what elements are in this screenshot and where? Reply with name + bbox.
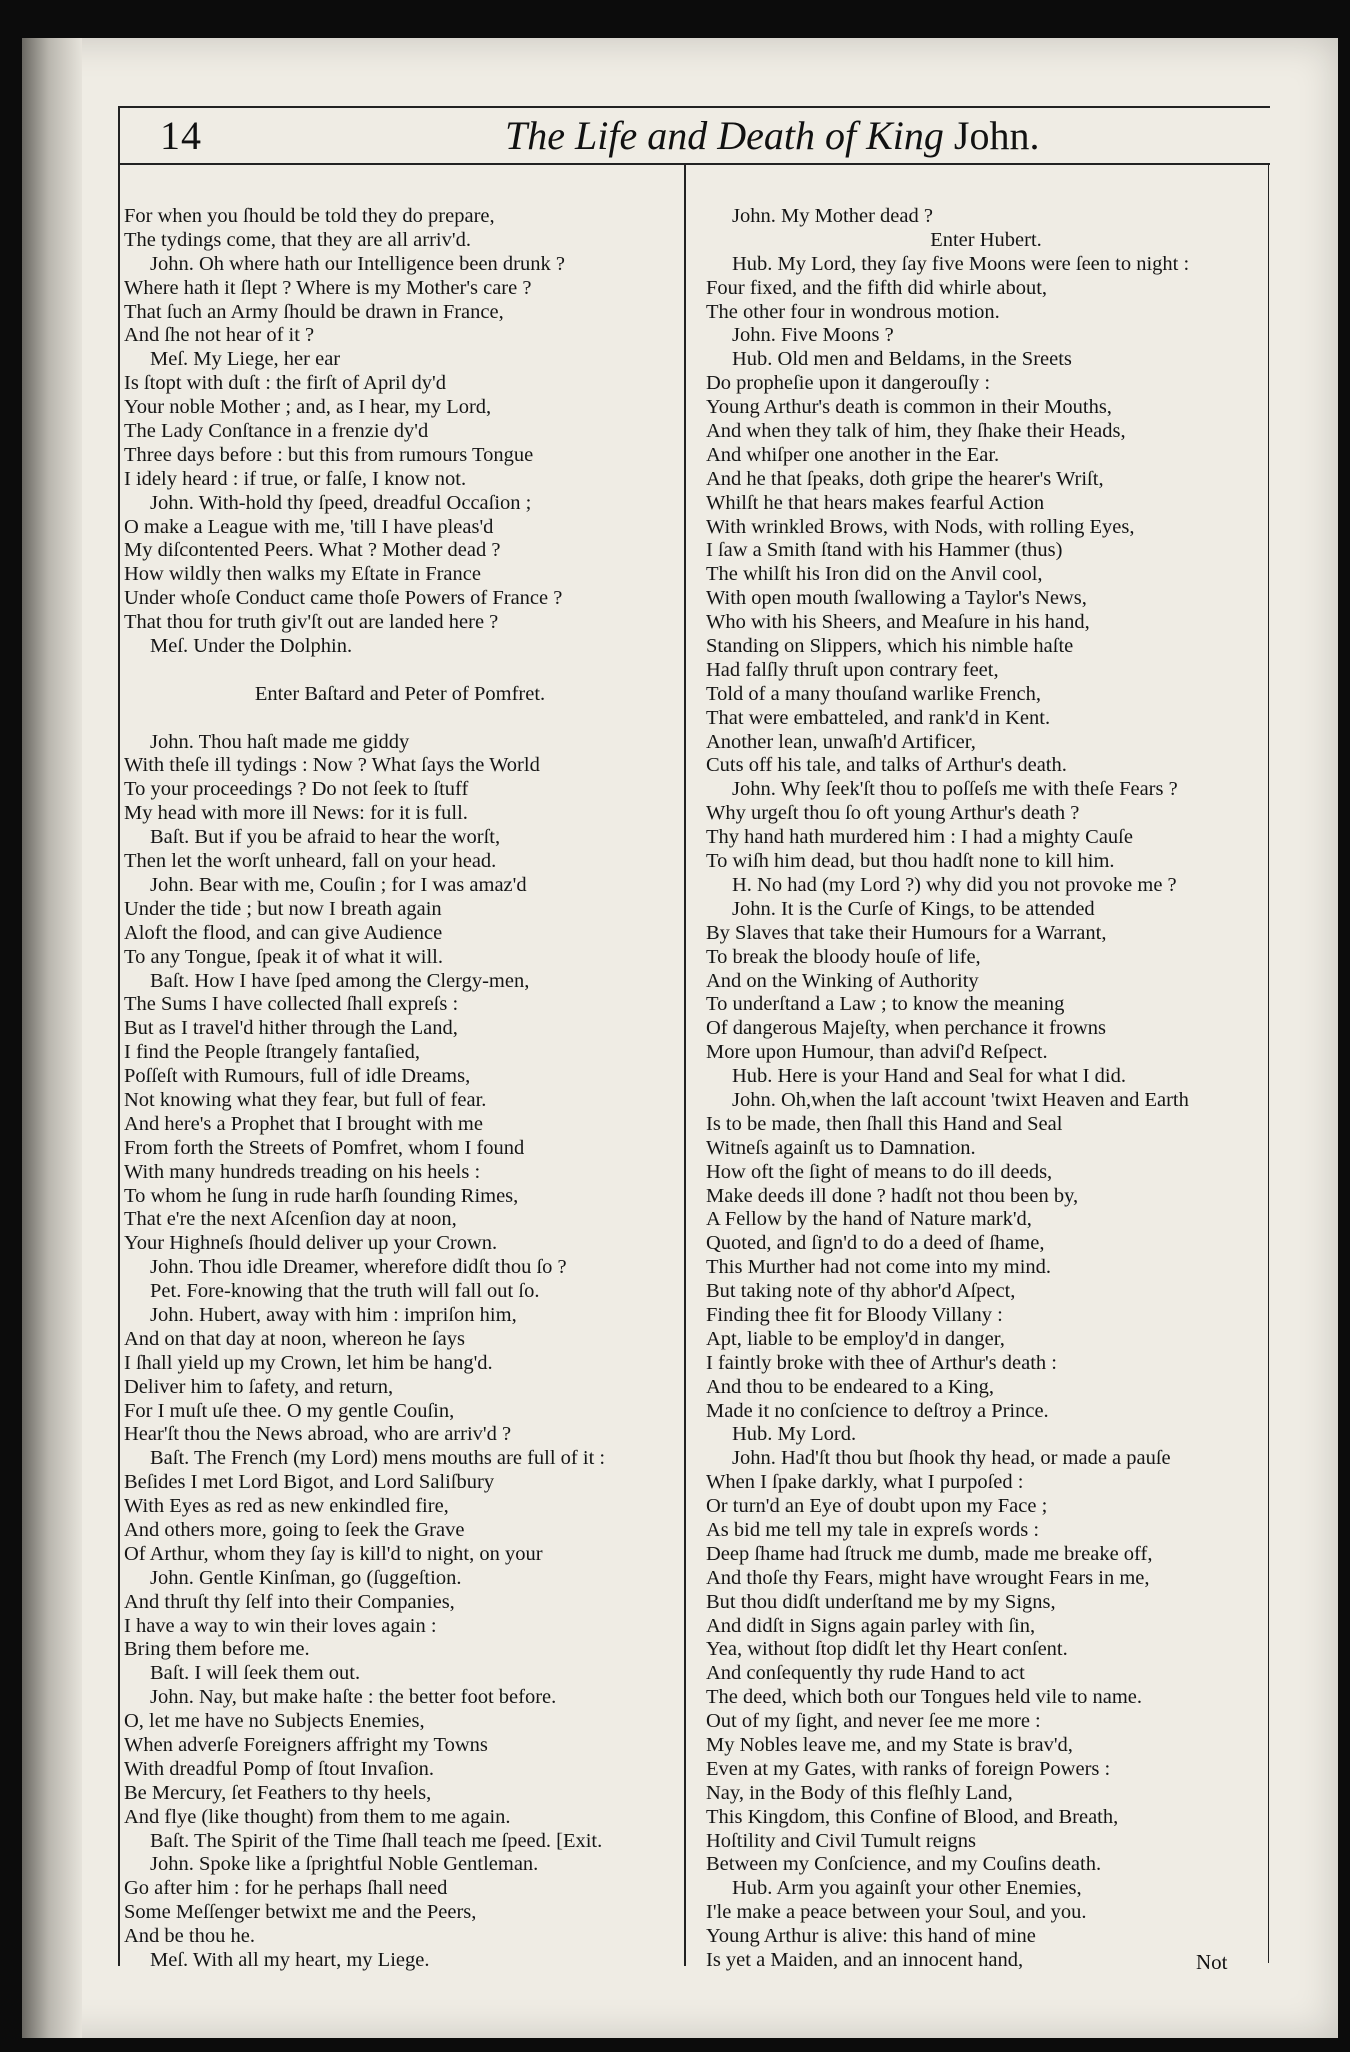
verse-line: John. Why ſeek'ſt thou to poſſeſs me with theſe Fears ? [732, 778, 1178, 801]
verse-line: Baſt. The Spirit of the Time ſhall teach me ſpeed. [Exit. [150, 1829, 603, 1852]
verse-line: Be Mercury, ſet Feathers to thy heels, [124, 1781, 432, 1804]
right-text-column [706, 205, 1266, 1973]
verse-line: And on the Winking of Authority [706, 969, 979, 992]
verse-line: Hub. Old men and Beldams, in the Sreets [732, 348, 1072, 371]
verse-line: John. Thou haſt made me giddy [150, 730, 410, 753]
verse-line: I find the People ſtrangely fantaſied, [124, 1041, 421, 1064]
verse-line: Why urgeſt thou ſo oft young Arthur's death ? [706, 802, 1080, 825]
verse-line: O make a League with me, 'till I have pleas'd [124, 515, 494, 538]
verse-line: Baſt. But if you be afraid to hear the worſt, [150, 826, 501, 849]
verse-line: The deed, which both our Tongues held vile to name. [706, 1686, 1142, 1709]
verse-line: Your noble Mother ; and, as I hear, my Lord, [124, 396, 492, 419]
verse-line: And thou to be endeared to a King, [706, 1375, 995, 1398]
verse-line: And when they talk of him, they ſhake their Heads, [706, 420, 1126, 443]
verse-line: To break the bloody houſe of life, [706, 945, 981, 968]
verse-line: John. With-hold thy ſpeed, dreadful Occaſion ; [150, 491, 532, 514]
verse-line: Baſt. The French (my Lord) mens mouths are full of it : [150, 1447, 606, 1470]
page-number: 14 [160, 113, 202, 158]
verse-line: Baſt. I will ſeek them out. [150, 1662, 361, 1685]
blank-line [124, 659, 676, 683]
verse-line: And whiſper one another in the Ear. [706, 443, 1000, 466]
verse-line: And on that day at noon, whereon he ſays [124, 1327, 466, 1350]
verse-line: Some Meſſenger betwixt me and the Peers, [124, 1901, 477, 1924]
verse-line: But taking note of thy abhor'd Aſpect, [706, 1280, 1016, 1303]
verse-line: Four fixed, and the fifth did whirle about, [706, 276, 1048, 299]
verse-line: To whom he ſung in rude harſh ſounding Rimes, [124, 1184, 519, 1207]
verse-line: Make deeds ill done ? hadſt not thou been by, [706, 1184, 1079, 1207]
verse-line: John. My Mother dead ? [732, 205, 933, 227]
verse-line: With theſe ill tydings : Now ? What ſays the World [124, 754, 540, 777]
verse-line: Baſt. How I have ſped among the Clergy-men, [150, 969, 530, 992]
verse-line: This Kingdom, this Confine of Blood, and Breath, [706, 1805, 1119, 1828]
verse-line: Where hath it ſlept ? Where is my Mother's care ? [124, 276, 532, 299]
column-divider [684, 163, 686, 1966]
verse-line: How oft the ſight of means to do ill deeds, [706, 1160, 1053, 1183]
verse-line: John. Oh,when the laſt account 'twixt Heaven and Earth [732, 1088, 1189, 1111]
verse-line: And he that ſpeaks, doth gripe the hearer's Wriſt, [706, 467, 1104, 490]
left-text-column [124, 205, 676, 1973]
verse-line: Do propheſie upon it dangerouſly : [706, 372, 991, 395]
verse-line: Finding thee fit for Bloody Villany : [706, 1303, 1003, 1326]
verse-line: I'le make a peace between your Soul, and you. [706, 1901, 1087, 1924]
verse-line: How wildly then walks my Eſtate in France [124, 563, 481, 586]
verse-line: Hub. Here is your Hand and Seal for what I did. [732, 1065, 1126, 1088]
verse-line: My Nobles leave me, and my State is brav'd, [706, 1734, 1073, 1756]
right-border-rule [1268, 163, 1269, 1963]
verse-line: John. It is the Curſe of Kings, to be attended [732, 897, 1095, 920]
verse-line: Of dangerous Majeſty, when perchance it frowns [706, 1017, 1106, 1040]
verse-line: Another lean, unwaſh'd Artificer, [706, 730, 976, 753]
left-border-rule [118, 106, 120, 1966]
verse-line: John. Spoke like a ſprightful Noble Gentleman. [150, 1853, 539, 1876]
header-top-rule [120, 106, 1270, 108]
verse-line: Poſſeſt with Rumours, full of idle Dreams, [124, 1065, 471, 1088]
verse-line: The whilſt his Iron did on the Anvil cool, [706, 563, 1043, 586]
verse-line: John. Five Moons ? [732, 324, 894, 347]
running-title [505, 112, 1039, 159]
verse-line: That thou for truth giv'ſt out are landed here ? [124, 611, 499, 634]
verse-line: Aloft the flood, and can give Audience [124, 921, 443, 944]
verse-line: Hoſtility and Civil Tumult reigns [706, 1829, 976, 1852]
verse-line: And didſt in Signs again parley with ſin, [706, 1614, 1036, 1637]
verse-line: Bring them before me. [124, 1638, 310, 1661]
verse-line: Hear'ſt thou the News abroad, who are arriv'd ? [124, 1423, 512, 1446]
verse-line: Thy hand hath murdered him : I had a mighty Cauſe [706, 826, 1133, 849]
verse-line: John. Thou idle Dreamer, wherefore didſt thou ſo ? [150, 1256, 567, 1279]
verse-line: Hub. My Lord, they ſay five Moons were ſeen to night : [732, 252, 1190, 275]
stage-direction: Enter Baſtard and Peter of Pomfret. [254, 682, 546, 705]
stage-direction: Enter Hubert. [930, 228, 1042, 251]
verse-line: John. Nay, but make haſte : the better foot before. [150, 1686, 557, 1709]
verse-line: Three days before : but this from rumours Tongue [124, 443, 534, 466]
verse-line: John. Bear with me, Couſin ; for I was amaz'd [150, 873, 527, 896]
verse-line: Your Highneſs ſhould deliver up your Crown. [124, 1232, 498, 1255]
verse-line: Not knowing what they fear, but full of fear. [124, 1088, 487, 1111]
verse-line: Deep ſhame had ſtruck me dumb, made me breake off, [706, 1542, 1153, 1565]
verse-line: I ſhall yield up my Crown, let him be hang'd. [124, 1351, 493, 1374]
verse-line: Is to be made, then ſhall this Hand and Seal [706, 1112, 1063, 1135]
verse-line: I have a way to win their loves again : [124, 1614, 437, 1637]
verse-line: With Eyes as red as new enkindled fire, [124, 1495, 449, 1518]
verse-line: The Sums I have collected ſhall expreſs : [124, 993, 459, 1016]
verse-line: Pet. Fore-knowing that the truth will fall out ſo. [150, 1280, 540, 1303]
verse-line: Of Arthur, whom they ſay is kill'd to night, on your [124, 1542, 543, 1565]
verse-line: Nay, in the Body of this fleſhly Land, [706, 1781, 1013, 1804]
verse-line: And conſequently thy rude Hand to act [706, 1662, 1025, 1685]
verse-line: To any Tongue, ſpeak it of what it will. [124, 945, 444, 968]
verse-line: When adverſe Foreigners affright my Towns [124, 1734, 488, 1756]
verse-line: The Lady Conſtance in a frenzie dy'd [124, 420, 429, 443]
header-bottom-rule [120, 163, 1270, 165]
verse-line: But as I travel'd hither through the Land, [124, 1017, 458, 1040]
verse-line: With dreadful Pomp of ſtout Invaſion. [124, 1757, 435, 1780]
verse-line: Apt, liable to be employ'd in danger, [706, 1327, 1005, 1350]
verse-line: And be thou he. [124, 1925, 255, 1948]
verse-line: Out of my ſight, and never ſee me more : [706, 1710, 1041, 1733]
verse-line: I idely heard : if true, or falſe, I know not. [124, 467, 467, 490]
verse-line: More upon Humour, than adviſ'd Reſpect. [706, 1041, 1048, 1064]
verse-line: For I muſt uſe thee. O my gentle Couſin, [124, 1399, 455, 1422]
verse-line: Meſ. Under the Dolphin. [150, 635, 353, 658]
verse-line: That were embatteled, and rank'd in Kent. [706, 706, 1051, 729]
verse-line: Told of a many thouſand warlike French, [706, 682, 1042, 705]
verse-line: Yea, without ſtop didſt let thy Heart conſent. [706, 1638, 1068, 1661]
verse-line: And flye (like thought) from them to me again. [124, 1805, 511, 1828]
verse-line: To wiſh him dead, but thou hadſt none to kill him. [706, 850, 1115, 873]
verse-line: Or turn'd an Eye of doubt upon my Face ; [706, 1495, 1048, 1518]
verse-line: Young Arthur's death is common in their Mouths, [706, 396, 1112, 419]
verse-line: Standing on Slippers, which his nimble haſte [706, 635, 1074, 658]
verse-line: This Murther had not come into my mind. [706, 1256, 1052, 1279]
verse-line: The other four in wondrous motion. [706, 300, 1000, 323]
verse-line: That ſuch an Army ſhould be drawn in France, [124, 300, 504, 323]
running-title-roman: John. [953, 113, 1040, 158]
verse-line: Made it no conſcience to deſtroy a Prince. [706, 1399, 1049, 1422]
verse-line: O, let me have no Subjects Enemies, [124, 1710, 425, 1733]
verse-line: Witneſs againſt us to Damnation. [706, 1136, 976, 1159]
verse-line: Hub. My Lord. [732, 1423, 857, 1446]
verse-line: Under whoſe Conduct came thoſe Powers of France ? [124, 587, 563, 610]
verse-line: Young Arthur is alive: this hand of mine [706, 1925, 1036, 1948]
verse-line: Between my Conſcience, and my Couſins death. [706, 1853, 1102, 1876]
verse-line: When I ſpake darkly, what I purpoſed : [706, 1471, 1024, 1494]
verse-line: John. Oh where hath our Intelligence been drunk ? [150, 252, 565, 275]
blank-line [124, 707, 676, 731]
verse-line: The tydings come, that they are all arriv'd. [124, 228, 471, 251]
verse-line: But thou didſt underſtand me by my Signs, [706, 1590, 1056, 1613]
verse-line: Even at my Gates, with ranks of foreign Powers : [706, 1757, 1111, 1780]
verse-line: Cuts off his tale, and talks of Arthur's death. [706, 754, 1067, 777]
catchword: Not [1196, 1950, 1228, 1974]
verse-line: John. Had'ſt thou but ſhook thy head, or made a pauſe [732, 1447, 1171, 1470]
verse-line: And thoſe thy Fears, might have wrought Fears in me, [706, 1566, 1150, 1589]
verse-line: As bid me tell my tale in expreſs words : [706, 1518, 1040, 1541]
verse-line: Under the tide ; but now I breath again [124, 897, 442, 920]
verse-line: And here's a Prophet that I brought with me [124, 1112, 483, 1135]
book-gutter [22, 38, 82, 2038]
verse-line: To underſtand a Law ; to know the meaning [706, 993, 1065, 1016]
verse-line: With many hundreds treading on his heels : [124, 1160, 481, 1183]
verse-line: Is ſtopt with duſt : the firſt of April dy'd [124, 372, 446, 395]
verse-line: With open mouth ſwallowing a Taylor's News, [706, 587, 1087, 610]
verse-line: Meſ. With all my heart, my Liege. [150, 1949, 430, 1972]
verse-line: Deliver him to ſafety, and return, [124, 1375, 394, 1398]
verse-line: My diſcontented Peers. What ? Mother dead ? [124, 539, 501, 562]
verse-line: By Slaves that take their Humours for a Warrant, [706, 921, 1107, 944]
verse-line: Hub. Arm you againſt your other Enemies, [732, 1877, 1082, 1900]
verse-line: John. Hubert, away with him : impriſon him, [150, 1303, 517, 1326]
verse-line: H. No had (my Lord ?) why did you not provoke me ? [732, 873, 1177, 896]
verse-line: I faintly broke with thee of Arthur's death : [706, 1351, 1057, 1374]
verse-line: And ſhe not hear of it ? [124, 324, 315, 347]
verse-line: Beſides I met Lord Bigot, and Lord Saliſbury [124, 1471, 495, 1494]
verse-line: With wrinkled Brows, with Nods, with rolling Eyes, [706, 515, 1135, 538]
verse-line: Meſ. My Liege, her ear [150, 348, 341, 371]
verse-line: From forth the Streets of Pomfret, whom I found [124, 1136, 525, 1159]
verse-line: To your proceedings ? Do not ſeek to ſtuff [124, 778, 469, 801]
verse-line: Then let the worſt unheard, fall on your head. [124, 850, 497, 873]
verse-line: Is yet a Maiden, and an innocent hand, [706, 1949, 1024, 1972]
verse-line: Had falſly thruſt upon contrary feet, [706, 658, 999, 681]
verse-line: John. Gentle Kinſman, go (ſuggeſtion. [150, 1566, 462, 1589]
verse-line: My head with more ill News: for it is full. [124, 802, 468, 825]
verse-line: Whilſt he that hears makes fearful Action [706, 491, 1045, 514]
verse-line: Quoted, and ſign'd to do a deed of ſhame, [706, 1232, 1045, 1255]
verse-line: Go after him : for he perhaps ſhall need [124, 1877, 448, 1900]
verse-line: And others more, going to ſeek the Grave [124, 1518, 465, 1541]
running-title-italic: The Life and Death of King [505, 113, 944, 158]
verse-line: And thruſt thy ſelf into their Companies, [124, 1590, 455, 1613]
verse-line: Who with his Sheers, and Meaſure in his hand, [706, 611, 1090, 634]
verse-line: I ſaw a Smith ſtand with his Hammer (thus) [706, 539, 1063, 562]
verse-line: That e're the next Aſcenſion day at noon, [124, 1208, 457, 1231]
verse-line: For when you ſhould be told they do prepare, [124, 205, 495, 227]
verse-line: A Fellow by the hand of Nature mark'd, [706, 1208, 1032, 1231]
